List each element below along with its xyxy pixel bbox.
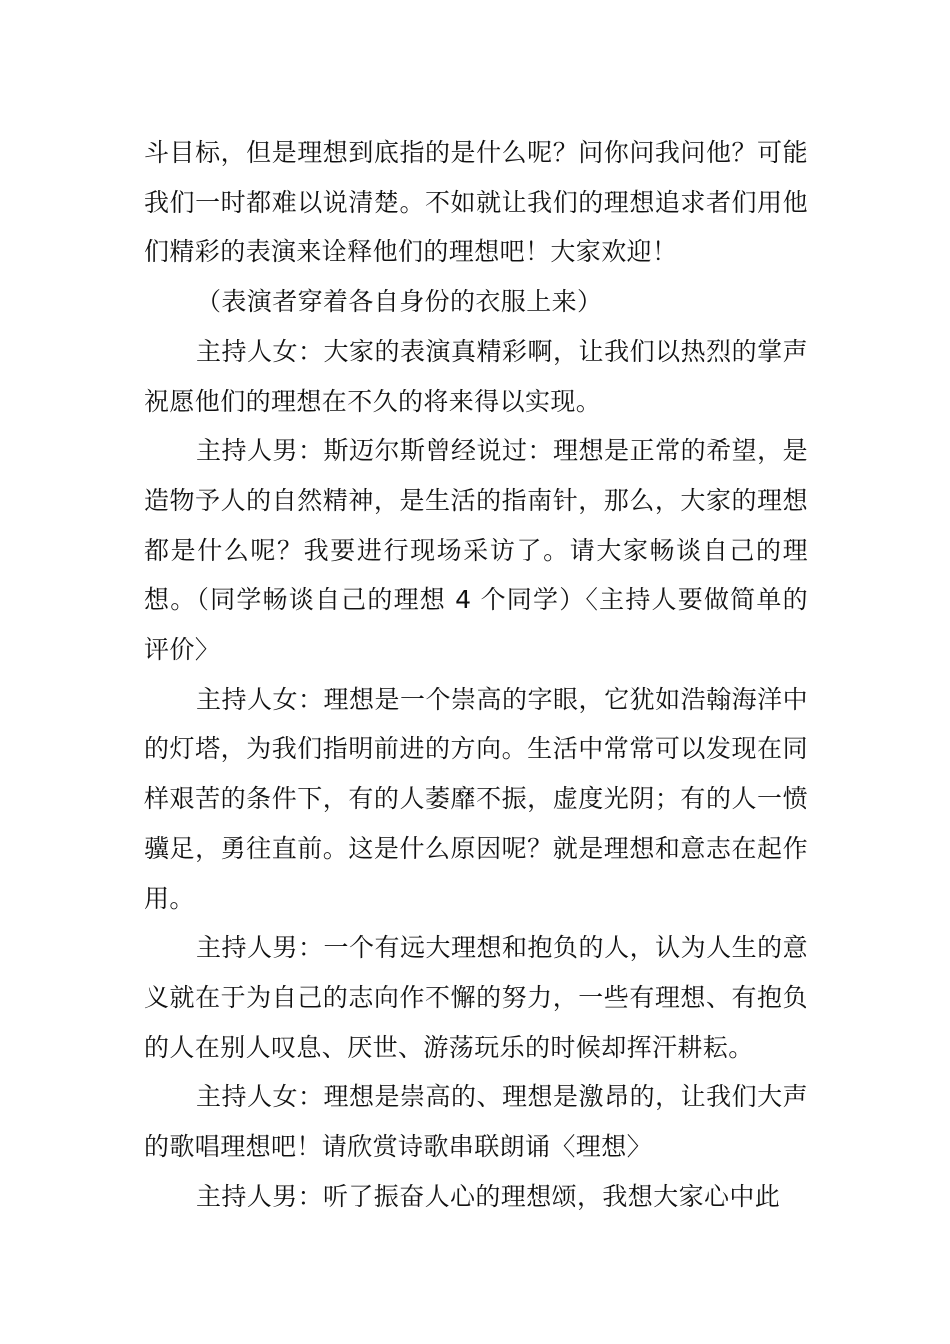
paragraph-stage-direction: （表演者穿着各自身份的衣服上来） [196,287,603,317]
paragraph-continuation: 斗目标，但是理想到底指的是什么呢？问你问我问他？可能我们一时都难以说清楚。不如就让我们的理想追求者们用他们精彩的表演来诠释他们的理想吧！大家欢迎！ [144,138,808,267]
paragraph-host-female-1: 主持人女：大家的表演真精彩啊，让我们以热烈的掌声祝愿他们的理想在不久的将来得以实现。 [144,336,808,416]
paragraph-host-male-3: 主持人男：听了振奋人心的理想颂，我想大家心中此 [196,1181,781,1211]
paragraph-host-male-1: 主持人男：斯迈尔斯曾经说过：理想是正常的希望，是造物予人的自然精神，是生活的指南针，那么，大家的理想都是什么呢？我要进行现场采访了。请大家畅谈自己的理想。（同学畅谈自己的理想 4 个同学）〈主持人要做简单的评价〉 [144,436,808,665]
paragraph-host-female-2: 主持人女：理想是一个崇高的字眼，它犹如浩翰海洋中的灯塔，为我们指明前进的方向。生活中常常可以发现在同样艰苦的条件下，有的人萎靡不振，虚度光阴；有的人一愤骥足，勇往直前。这是什么原因呢？就是理想和意志在起作用。 [144,684,808,913]
document-body [144,128,808,1221]
paragraph-host-male-2: 主持人男：一个有远大理想和抱负的人，认为人生的意义就在于为自己的志向作不懈的努力，一些有理想、有抱负的人在别人叹息、厌世、游荡玩乐的时候却挥汗耕耘。 [144,933,808,1062]
paragraph-host-female-3: 主持人女：理想是崇高的、理想是激昂的，让我们大声的歌唱理想吧！请欣赏诗歌串联朗诵〈理想〉 [144,1082,808,1162]
